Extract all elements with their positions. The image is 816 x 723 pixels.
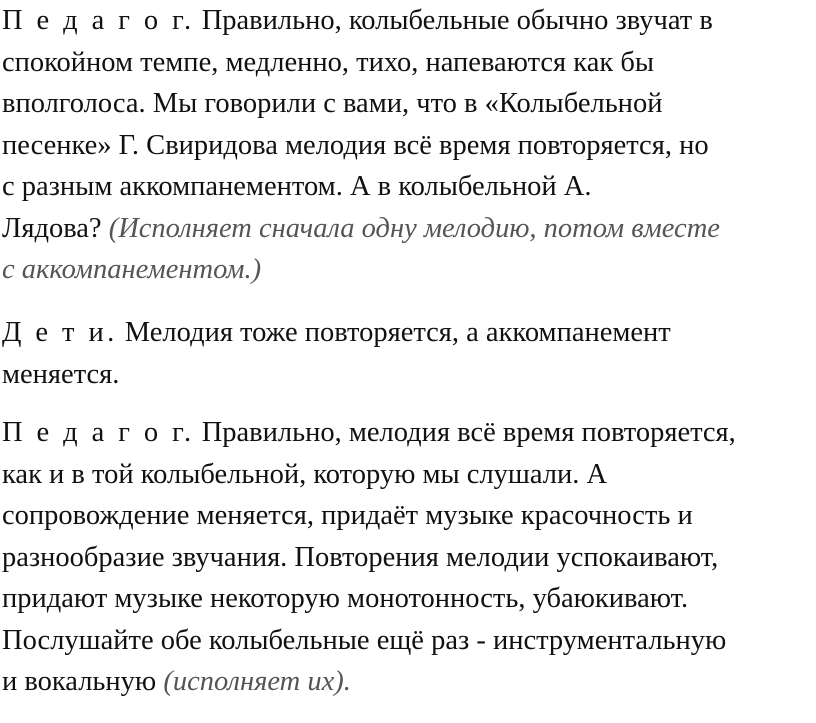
text-line — [2, 354, 671, 396]
text-line — [2, 620, 736, 662]
text-line — [2, 312, 671, 354]
paragraph-teacher-1 — [0, 0, 722, 291]
line-text: сопровождение меняется, придаёт музыке красочность и — [2, 500, 693, 531]
line-text: Послушайте обе колыбельные ещё раз - инструментальную — [2, 624, 727, 656]
line-text: меняется. — [2, 358, 120, 390]
text-line — [2, 125, 720, 167]
line-text: Правильно, мелодия всё время повторяется, — [194, 417, 736, 448]
line-text: спокойном темпе, медленно, тихо, напеваются как бы — [2, 46, 654, 78]
text-line — [2, 42, 720, 84]
line-text: Лядова? — [2, 212, 109, 244]
line-text: как и в той колыбельной, которую мы слушали. А — [2, 458, 608, 490]
stage-direction: с аккомпанементом.) — [2, 254, 262, 285]
line-text: Правильно, колыбельные обычно звучат в — [194, 5, 713, 36]
stage-direction: (Исполняет сначала одну мелодию, потом вместе — [108, 212, 720, 244]
line-text: и вокальную — [2, 666, 164, 697]
speaker-label: П е д а г о г. — [2, 5, 195, 36]
line-text: Мелодия тоже повторяется, а аккомпанемент — [117, 317, 671, 348]
line-text: с разным аккомпанементом. А в колыбельной А. — [2, 171, 592, 202]
paragraph-teacher-2 — [0, 412, 738, 703]
text-line — [2, 537, 736, 579]
text-line — [2, 166, 720, 208]
text-line — [2, 83, 720, 125]
stage-direction: (исполняет их). — [163, 666, 351, 697]
paragraph-children — [0, 312, 673, 395]
speaker-label: П е д а г о г. — [2, 417, 195, 448]
text-line — [2, 412, 736, 454]
line-text: разнообразие звучания. Повторения мелодии успокаивают, — [2, 541, 719, 573]
line-text: вполголоса. Мы говорили с вами, что в «Колыбельной — [2, 88, 663, 119]
text-line — [2, 495, 736, 537]
line-text: придают музыке некоторую монотонность, убаюкивают. — [2, 583, 689, 614]
line-text: песенке» Г. Свиридова мелодия всё время повторяется, но — [2, 129, 709, 161]
text-line — [2, 454, 736, 496]
speaker-label: Д е т и. — [2, 317, 118, 348]
text-line — [2, 208, 720, 250]
text-line — [2, 0, 720, 42]
text-line — [2, 578, 736, 620]
text-line — [2, 661, 736, 703]
text-line — [2, 249, 720, 291]
